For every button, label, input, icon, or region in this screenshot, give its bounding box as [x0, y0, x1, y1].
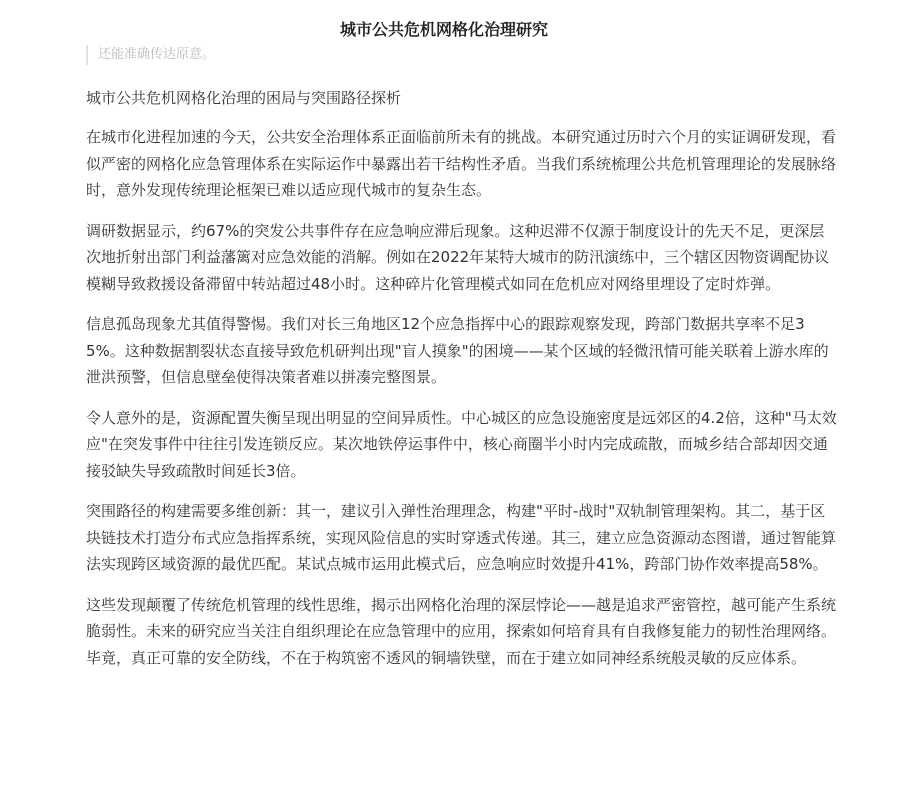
paragraph-response-lag: 调研数据显示，约67%的突发公共事件存在应急响应滞后现象。这种迟滞不仅源于制度设计的先天不足，更深层次地折射出部门利益藩篱对应急效能的消解。例如在2022年某特大城市的防汛演练中，三个辖区因物资调配协议模糊导致救援设备滞留中转站超过48小时。这种碎片化管理模式如同在危机应对网络里埋设了定时炸弹。	[86, 221, 830, 293]
article-subtitle: 城市公共危机网格化治理的困局与突围路径探析	[86, 89, 402, 107]
page-title: 城市公共危机网格化治理研究	[339, 20, 548, 39]
paragraph-intro: 在城市化进程加速的今天，公共安全治理体系正面临前所未有的挑战。本研究通过历时六个月的实证调研发现，看似严密的网格化应急管理体系在实际运作中暴露出若干结构性矛盾。当我们系统梳理公共危机管理理论的发展脉络时，意外发现传统理论框架已难以适应现代城市的复杂生态。	[86, 128, 837, 199]
paragraph-breakout-paths: 突围路径的构建需要多维创新：其一，建议引入弹性治理理念，构建"平时-战时"双轨制管理架构。其二，基于区块链技术打造分布式应急指挥系统，实现风险信息的实时穿透式传递。其三，建立应急资源动态图谱，通过智能算法实现跨区域资源的最优匹配。某试点城市运用此模式后，应急响应时效提升41%，跨部门协作效率提高58%。	[86, 502, 837, 573]
quote-excerpt: 还能准确传达原意。	[86, 45, 215, 65]
paragraph-info-silos: 信息孤岛现象尤其值得警惕。我们对长三角地区12个应急指挥中心的跟踪观察发现，跨部门数据共享率不足35%。这种数据割裂状态直接导致危机研判出现"盲人摸象"的困境——某个区域的轻微汛情可能关联着上游水库的泄洪预警，但信息壁垒使得决策者难以拼凑完整图景。	[86, 315, 829, 386]
paragraph-resource-imbalance: 令人意外的是，资源配置失衡呈现出明显的空间异质性。中心城区的应急设施密度是远郊区的4.2倍，这种"马太效应"在突发事件中往往引发连锁反应。某次地铁停运事件中，核心商圈半小时内完成疏散，而城乡结合部却因交通接驳缺失导致疏散时间延长3倍。	[86, 408, 837, 480]
paragraph-conclusion: 这些发现颠覆了传统危机管理的线性思维，揭示出网格化治理的深层悖论——越是追求严密管控，越可能产生系统脆弱性。未来的研究应当关注自组织理论在应急管理中的应用，探索如何培育具有自我修复能力的韧性治理网络。毕竟，真正可靠的安全防线，不在于构筑密不透风的铜墙铁壁，而在于建立如同神经系统般灵敏的反应体系。	[86, 595, 837, 667]
article-body	[86, 87, 838, 685]
